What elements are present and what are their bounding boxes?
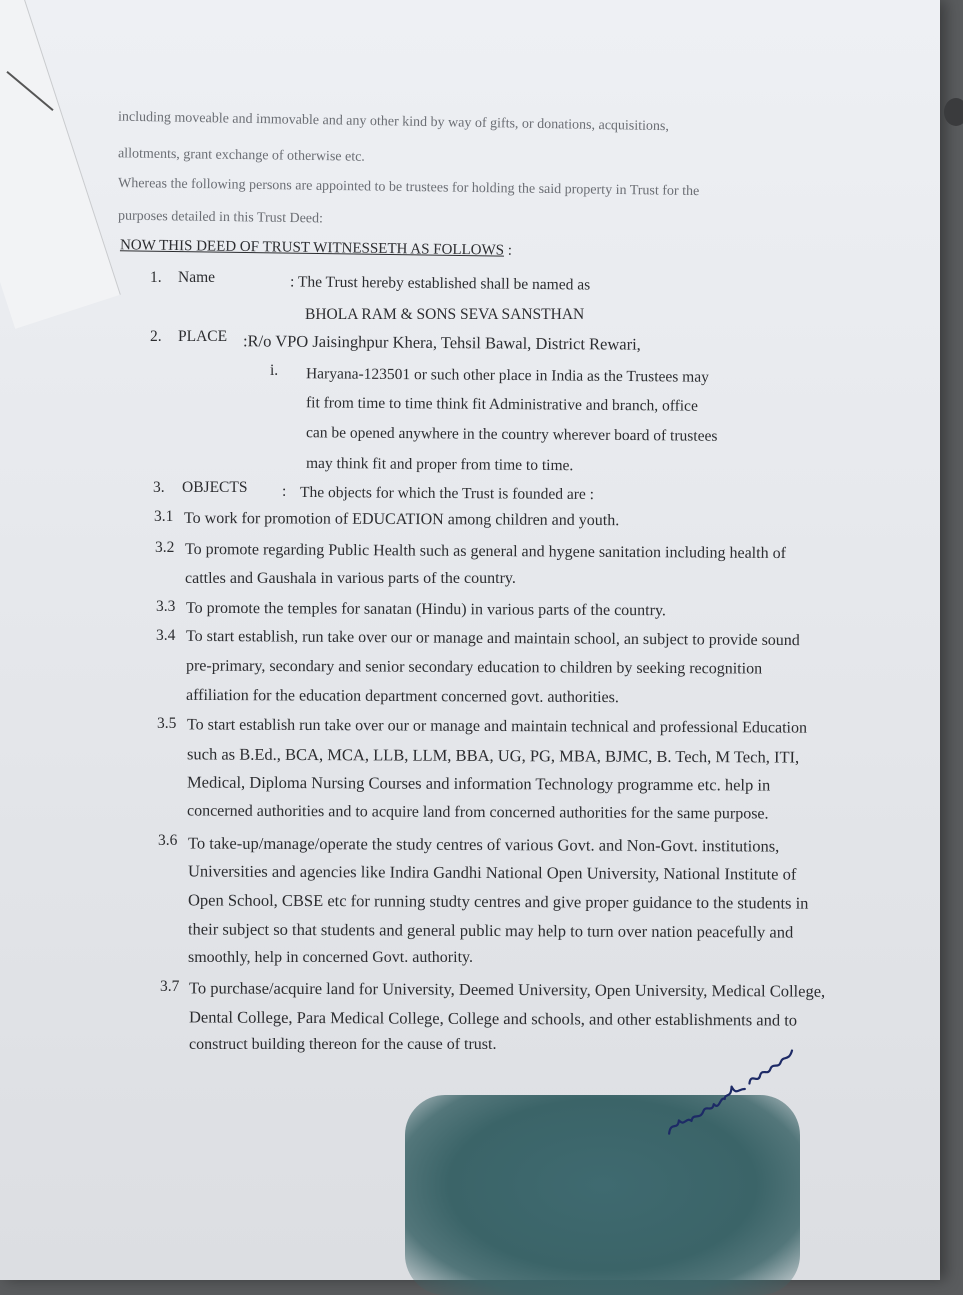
object-number-3-1: 3.1	[154, 508, 174, 525]
intro-line-1	[118, 110, 853, 139]
intro-line-3-text: Whereas the following persons are appointed to be trustees for holding the said property in Trust for the	[117, 175, 700, 200]
place-sub-line-1: Haryana-123501 or such other place in India as the Trustees may	[305, 365, 709, 386]
object-number-3-6: 3.6	[158, 832, 178, 849]
object-3-6-line-4: their subject so that students and general public may help to turn over nation peacefully and	[187, 919, 794, 942]
intro-line-1-text: including moveable and immovable and any other kind by way of gifts, or donations, acquisitions,	[117, 109, 670, 135]
deed-heading-colon: :	[507, 242, 513, 259]
object-3-3-line-1: To promote the temples for sanatan (Hindu) in various parts of the country.	[185, 599, 666, 620]
object-3-7-line-2: Dental College, Para Medical College, College and schools, and other establishments and to	[188, 1007, 798, 1030]
object-3-7-line-1: To purchase/acquire land for University, Deemed University, Open University, Medical College,	[188, 978, 826, 1001]
item-name-label: Name	[178, 269, 216, 286]
deed-heading-text: NOW THIS DEED OF TRUST WITNESSETH AS FOLLOWS	[119, 237, 505, 259]
object-3-5-line-2: such as B.Ed., BCA, MCA, LLB, LLM, BBA, UG, PG, MBA, BJMC, B. Tech, M Tech, ITI,	[186, 744, 800, 767]
underlying-sheet-corner	[0, 0, 121, 329]
item-objects-colon: :	[282, 483, 287, 500]
item-objects-text: The objects for which the Trust is founded are :	[299, 483, 595, 504]
place-sub-line-2: fit from time to time think fit Administrative and branch, office	[305, 394, 698, 415]
object-3-5-line-1: To start establish run take over our or manage and maintain technical and professional Education	[186, 716, 808, 737]
deed-heading	[120, 237, 512, 259]
object-3-5-line-4: concerned authorities and to acquire land from concerned authorities for the same purpose.	[186, 802, 769, 823]
object-3-2-line-2: cattles and Gaushala in various parts of the country.	[185, 570, 516, 587]
intro-line-4-text: purposes detailed in this Trust Deed:	[117, 208, 324, 227]
item-place-number: 2.	[150, 328, 162, 345]
intro-line-3	[118, 176, 699, 200]
place-sub-line-3: can be opened anywhere in the country wherever board of trustees	[305, 424, 718, 445]
object-3-7-line-3: construct building thereon for the cause of trust.	[189, 1036, 497, 1053]
intro-line-2	[118, 146, 365, 165]
object-3-6-line-1: To take-up/manage/operate the study centres of various Govt. and Non-Govt. institutions,	[187, 833, 780, 856]
object-3-4-line-1: To start establish, run take over our or manage and maintain school, an subject to provide sound	[185, 627, 800, 650]
intro-line-4	[118, 209, 323, 228]
object-number-3-5: 3.5	[157, 715, 177, 732]
item-name-number: 1.	[150, 269, 162, 286]
place-sub-line-4: may think fit and proper from time to time.	[305, 454, 574, 475]
trust-name: BHOLA RAM & SONS SEVA SANSTHAN	[305, 306, 585, 323]
item-name-text: : The Trust hereby established shall be named as	[289, 273, 591, 294]
item-place-sub-marker: i.	[270, 362, 279, 379]
object-3-4-line-3: affiliation for the education department concerned govt. authorities.	[185, 686, 619, 707]
object-number-3-4: 3.4	[156, 627, 176, 644]
object-number-3-3: 3.3	[156, 598, 176, 615]
item-objects-number: 3.	[153, 479, 165, 496]
object-number-3-2: 3.2	[155, 539, 175, 556]
binder-clip	[944, 98, 963, 126]
redacted-stamp-area	[405, 1095, 800, 1295]
object-3-1-line-1: To work for promotion of EDUCATION among children and youth.	[183, 509, 620, 530]
object-3-6-line-5: smoothly, help in concerned Govt. authority.	[188, 949, 473, 966]
object-3-6-line-2: Universities and agencies like Indira Gandhi National Open University, National Institute of	[187, 861, 797, 884]
object-number-3-7: 3.7	[160, 978, 180, 995]
intro-line-2-text: allotments, grant exchange of otherwise etc.	[117, 146, 365, 165]
object-3-4-line-2: pre-primary, secondary and senior secondary education to children by seeking recognition	[185, 657, 763, 678]
item-place-label: PLACE	[178, 328, 228, 345]
item-objects-label: OBJECTS	[182, 479, 248, 496]
object-3-6-line-3: Open School, CBSE etc for running studty centres and give proper guidance to the students in	[187, 890, 809, 913]
item-place-text: :R/o VPO Jaisinghpur Khera, Tehsil Bawal, District Rewari,	[242, 331, 641, 354]
object-3-2-line-1: To promote regarding Public Health such as general and hygene sanitation including health of	[184, 540, 786, 563]
object-3-5-line-3: Medical, Diploma Nursing Courses and information Technology programme etc. help in	[186, 772, 771, 795]
